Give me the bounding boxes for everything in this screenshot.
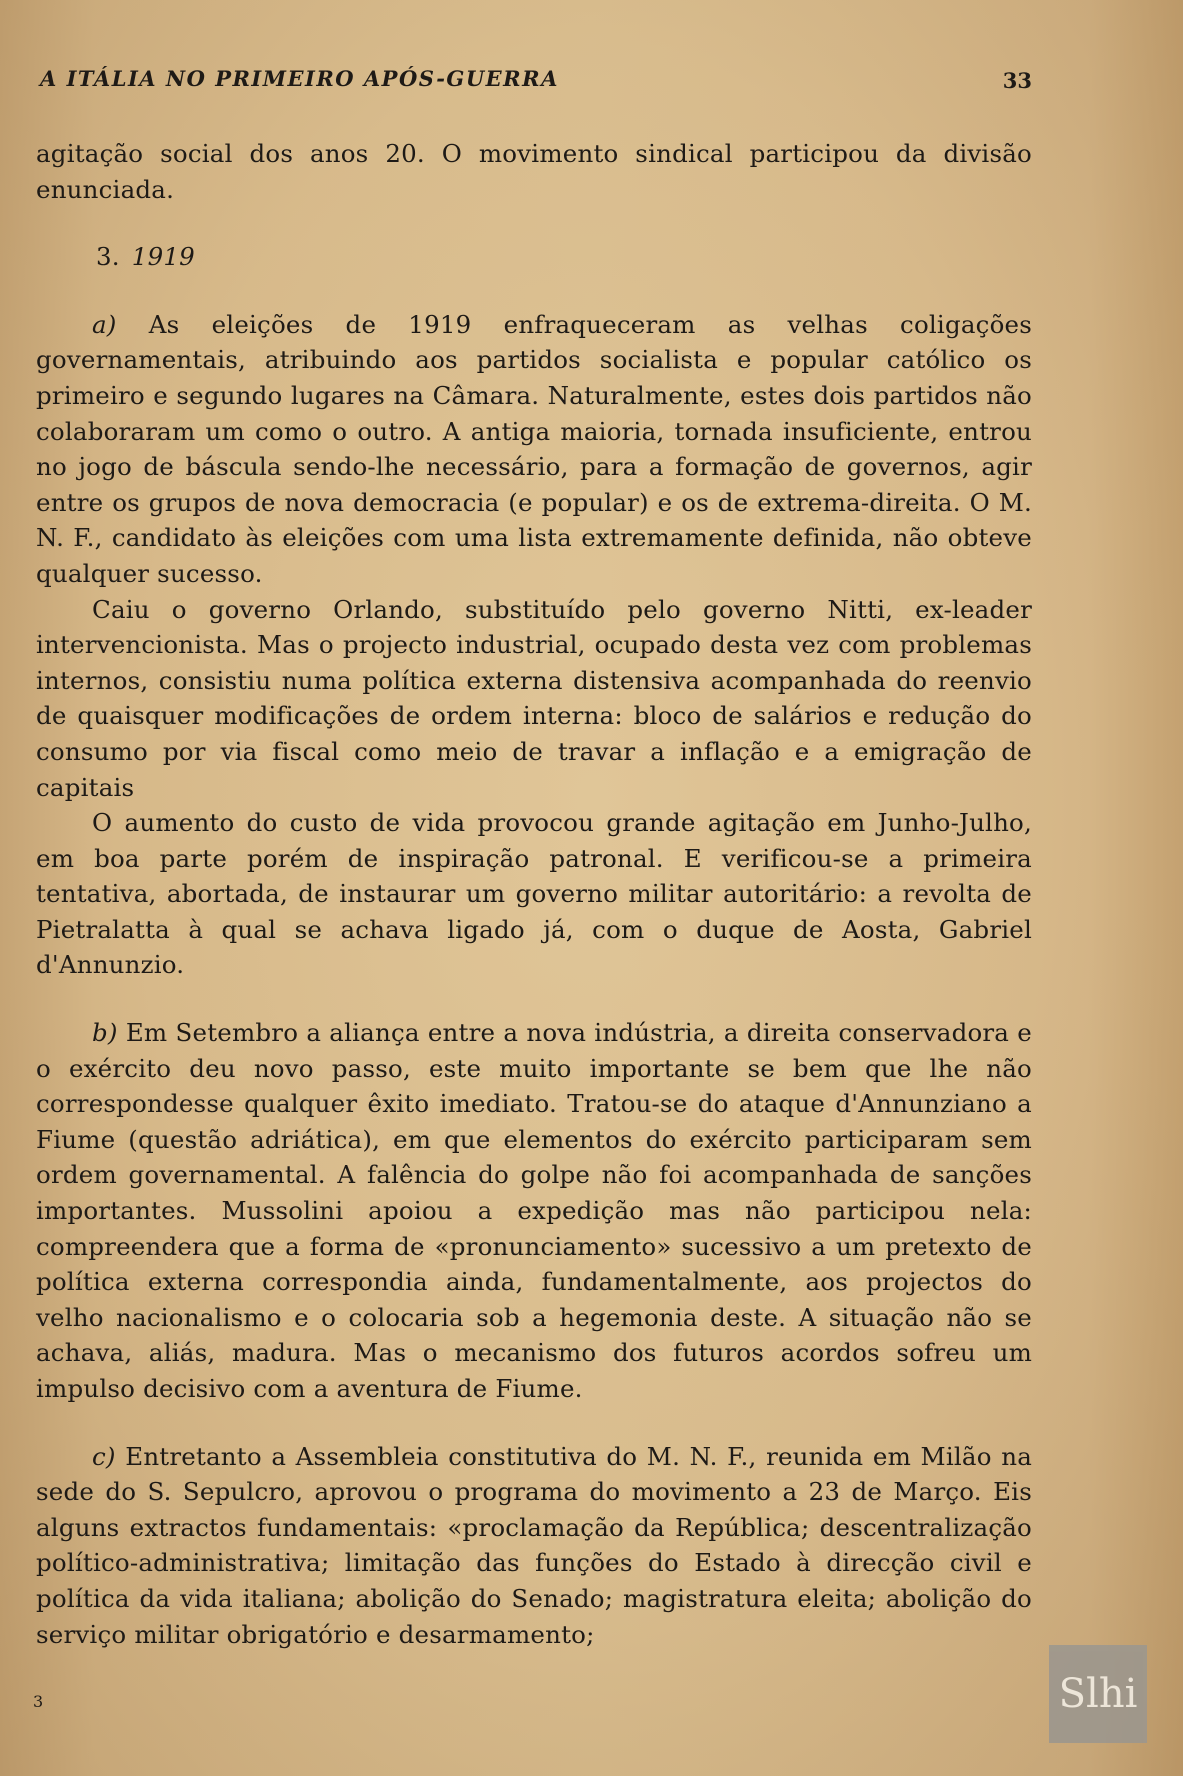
paragraph-b [36,1015,1032,1407]
page-number: 33 [1002,68,1032,93]
paragraph-a [36,307,1032,592]
section-title: 1919 [131,242,195,272]
watermark-logo: Slhi [1049,1645,1147,1743]
paragraph-a-label: a) [92,309,117,339]
intro-paragraph: agitação social dos anos 20. O movimento sindical participou da divisão enunciada. [36,139,1032,204]
body-text [36,136,1032,1652]
paragraph-c-text: Entretanto a Assembleia constitutiva do M. N. F., reunida em Milão na sede do S. Sepulcro, aprovou o programa do movimento a 23 de Março. Eis alguns extractos fundamentais: «proclamação da República; descentralização político-administrativa; limitação das funções do Estado à direcção civil e política da vida italiana; abolição do Senado; magistratura eleita; abolição do serviço militar obrigatório e desarmamento; [36,1441,1032,1649]
paragraph-a-continued-1: Caiu o governo Orlando, substituído pelo governo Nitti, ex-leader intervencionista. Mas o projecto industrial, ocupado desta vez com problemas internos, consistiu numa política externa distensiva acompanhada do reenvio de quaisquer modificações de ordem interna: bloco de salários e redução do consumo por via fiscal como meio de travar a inflação e a emigração de capitais [36,594,1032,802]
paragraph-a-continued-2: O aumento do custo de vida provocou grande agitação em Junho-Julho, em boa parte porém de inspiração patronal. E verificou-se a primeira tentativa, abortada, de instaurar um governo militar autoritário: a revolta de Pietralatta à qual se achava ligado já, com o duque de Aosta, Gabriel d'Annunzio. [36,808,1032,980]
section-heading [36,239,1032,275]
paragraph-c-label: c) [92,1441,116,1471]
paragraph-b-label: b) [92,1018,118,1048]
signature-mark: 3 [33,1692,44,1711]
paragraph-b-text: Em Setembro a aliança entre a nova indústria, a direita conservadora e o exército deu novo passo, este muito importante se bem que lhe não correspondesse qualquer êxito imediato. Tratou-se do ataque d'Annunziano a Fiume (questão adriática), em que elementos do exército participaram sem ordem governamental. A falência do golpe não foi acompanhada de sanções importantes. Mussolini apoiou a expedição mas não participou nela: compreendera que a forma de «pronunciamento» sucessivo a um pretexto de política externa correspondia ainda, fundamentalmente, aos projectos do velho nacionalismo e o colocaria sob a hegemonia deste. A situação não se achava, aliás, madura. Mas o mecanismo dos futuros acordos sofreu um impulso decisivo com a aventura de Fiume. [36,1018,1032,1403]
running-title: A ITÁLIA NO PRIMEIRO APÓS-GUERRA [40,66,559,91]
running-head [40,66,1032,100]
paragraph-a-text: As eleições de 1919 enfraqueceram as velhas coligações governamentais, atribuindo aos partidos socialista e popular católico os primeiro e segundo lugares na Câmara. Naturalmente, estes dois partidos não colaboraram um como o outro. A antiga maioria, tornada insuficiente, entrou no jogo de báscula sendo-lhe necessário, para a formação de governos, agir entre os grupos de nova democracia (e popular) e os de extrema-direita. O M. N. F., candidato às eleições com uma lista extremamente definida, não obteve qualquer sucesso. [36,309,1032,588]
paragraph-c [36,1439,1032,1653]
section-number: 3. [96,242,120,272]
